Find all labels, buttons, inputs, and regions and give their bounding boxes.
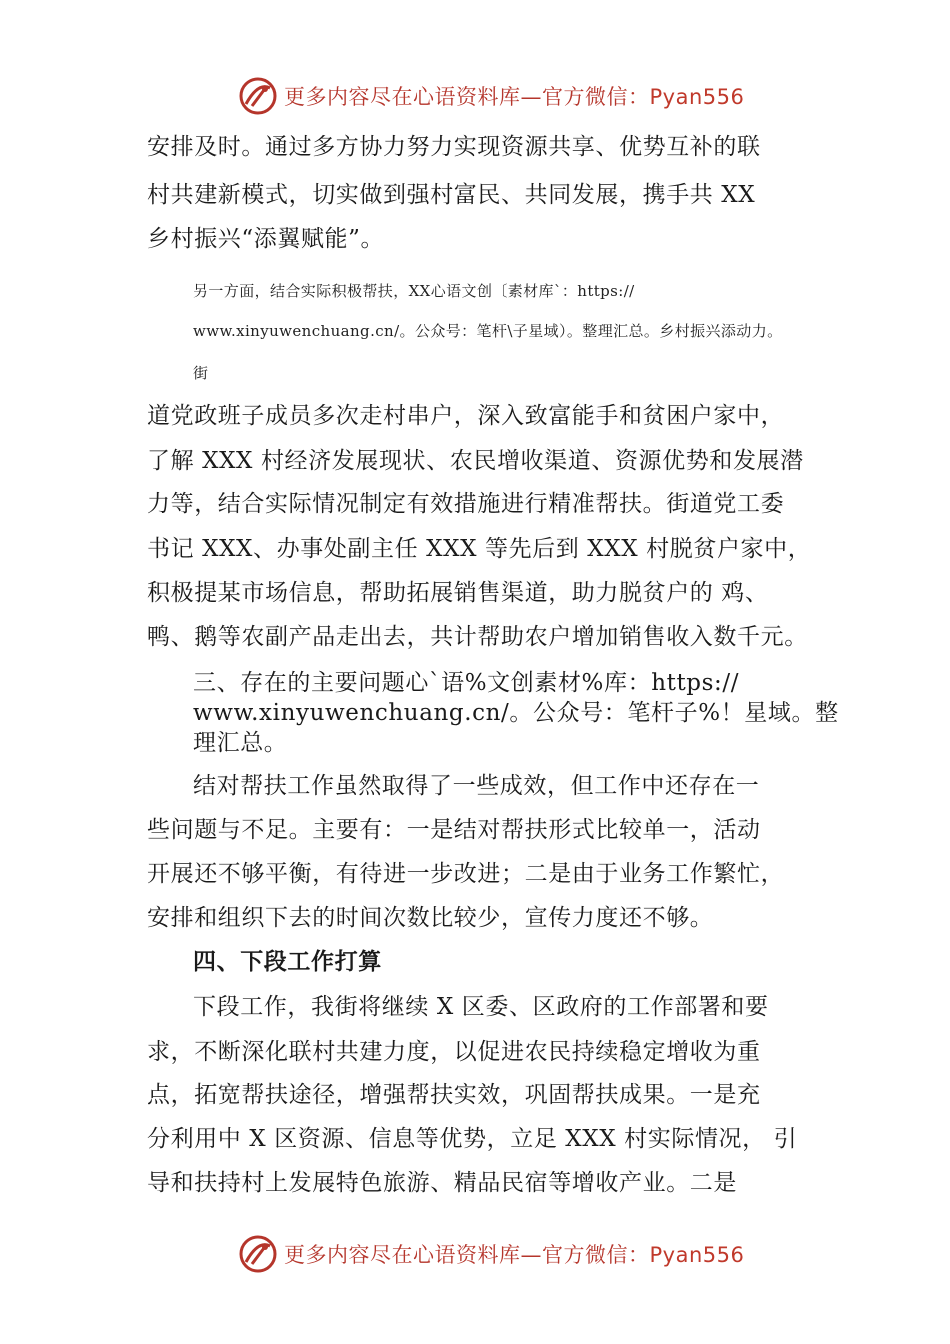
text-line: 下段工作，我街将继续 X 区委、区政府的工作部署和要 [193, 994, 769, 1020]
small-text-line: 另一方面，结合实际积极帮扶，XX心语文创〔素材库`：https:// [193, 282, 635, 300]
banner-wechat: Pyan556 [649, 1243, 745, 1267]
footer-banner [0, 1230, 950, 1278]
banner-text: 更多内容尽在心语资料库—官方微信：Pyan556 [284, 85, 745, 109]
text-line: 分利用中 X 区资源、信息等优势，立足 XXX 村实际情况， 引 [147, 1126, 798, 1152]
text-line: 积极提某市场信息，帮助拓展销售渠道，助力脱贫户的 鸡、 [147, 580, 769, 606]
brand-logo-icon [238, 1234, 278, 1274]
text-line: 力等，结合实际情况制定有效措施进行精准帮扶。街道党工委 [147, 491, 785, 517]
section-heading: www.xinyuwenchuang.cn/。公众号：笔杆子%！星域。整 [193, 700, 839, 726]
section-heading: 理汇总。 [193, 730, 288, 756]
text-line: 鸭、鹅等农副产品走出去，共计帮助农户增加销售收入数千元。 [147, 624, 808, 650]
text-line: 道党政班子成员多次走村串户，深入致富能手和贫困户家中， [147, 403, 785, 429]
text-line: 求，不断深化联村共建力度，以促进农民持续稳定增收为重 [147, 1039, 761, 1065]
text-line: 点，拓宽帮扶途径，增强帮扶实效，巩固帮扶成果。一是充 [147, 1082, 761, 1108]
small-text-line: www.xinyuwenchuang.cn/。公众号：笔杆\子星域）。整理汇总。乡村振兴添动力。 [193, 322, 783, 340]
text-line: 结对帮扶工作虽然取得了一些成效，但工作中还存在一 [193, 773, 760, 799]
text-line: 些问题与不足。主要有：一是结对帮扶形式比较单一，活动 [147, 817, 761, 843]
header-banner [0, 72, 950, 120]
text-line: 安排和组织下去的时间次数比较少，宣传力度还不够。 [147, 905, 714, 931]
small-text-line: 街 [193, 364, 209, 382]
brand-logo-icon [238, 76, 278, 116]
text-line: 书记 XXX、办事处副主任 XXX 等先后到 XXX 村脱贫户家中， [147, 536, 812, 562]
banner-text: 更多内容尽在心语资料库—官方微信：Pyan556 [284, 1243, 745, 1267]
text-line: 导和扶持村上发展特色旅游、精品民宿等增收产业。二是 [147, 1170, 737, 1196]
text-line: 安排及时。通过多方协力努力实现资源共享、优势互补的联 [147, 134, 761, 160]
text-line: 了解 XXX 村经济发展现状、农民增收渠道、资源优势和发展潜 [147, 448, 804, 474]
text-line: 乡村振兴“添翼赋能”。 [147, 226, 385, 252]
section-title: 四、下段工作打算 [193, 949, 382, 975]
text-line: 开展还不够平衡，有待进一步改进；二是由于业务工作繁忙， [147, 861, 785, 887]
banner-wechat: Pyan556 [649, 85, 745, 109]
text-line: 村共建新模式，切实做到强村富民、共同发展，携手共 XX [147, 182, 756, 208]
section-heading: 三、存在的主要问题心`语%文创素材%库：https:// [193, 670, 740, 696]
